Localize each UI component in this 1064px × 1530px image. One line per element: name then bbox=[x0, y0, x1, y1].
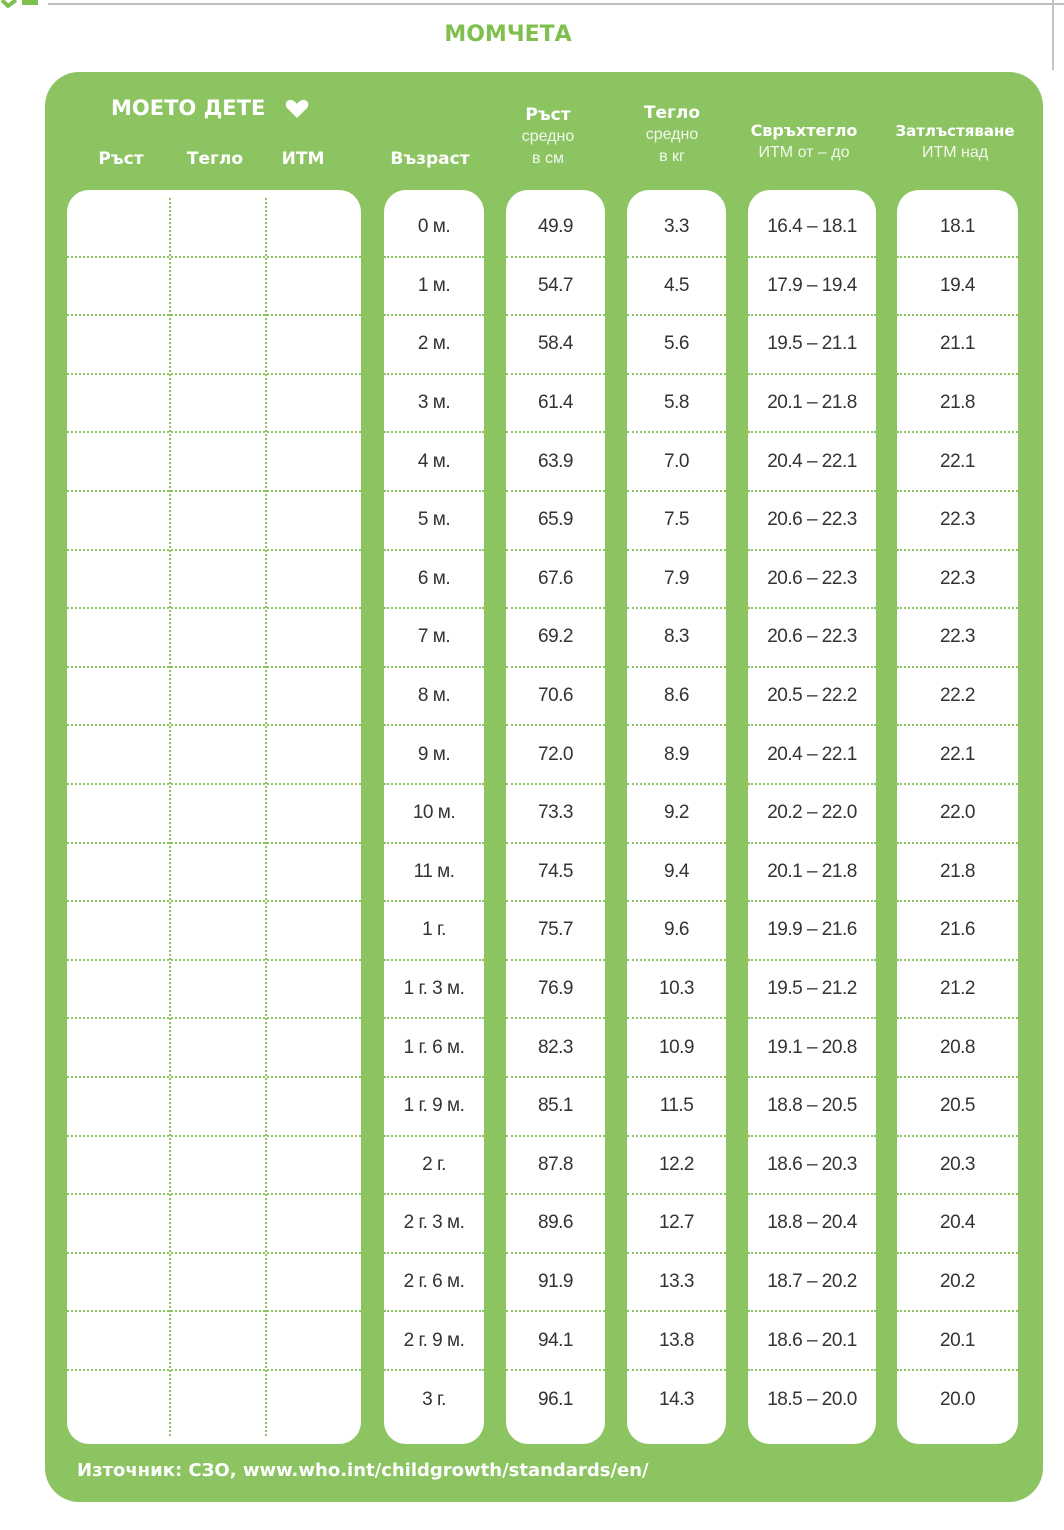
overweight-cell: 20.2 – 22.0 bbox=[748, 785, 876, 844]
height-cell: 75.7 bbox=[506, 902, 605, 961]
weight-cell: 13.3 bbox=[627, 1254, 726, 1313]
my-child-heading bbox=[111, 96, 309, 120]
overweight-cell: 19.9 – 21.6 bbox=[748, 902, 876, 961]
entry-row[interactable] bbox=[67, 258, 361, 317]
source-note: Източник: СЗО, www.who.int/childgrowth/standards/en/ bbox=[77, 1460, 649, 1481]
obesity-cell: 22.3 bbox=[897, 609, 1018, 668]
entry-row[interactable] bbox=[67, 199, 361, 258]
weight-cell: 5.8 bbox=[627, 375, 726, 434]
entry-row[interactable] bbox=[67, 785, 361, 844]
obesity-cell: 21.6 bbox=[897, 902, 1018, 961]
height-cell: 94.1 bbox=[506, 1312, 605, 1371]
entry-row[interactable] bbox=[67, 726, 361, 785]
overweight-header-sub1: ИТМ от – до bbox=[758, 144, 850, 161]
height-header-sub1: средно bbox=[521, 128, 575, 145]
overweight-cell: 18.6 – 20.3 bbox=[748, 1137, 876, 1196]
entry-row[interactable] bbox=[67, 1312, 361, 1371]
weight-cell: 8.9 bbox=[627, 726, 726, 785]
age-cell: 1 г. 3 м. bbox=[384, 961, 484, 1020]
weight-header-title: Тегло bbox=[643, 103, 701, 123]
entry-row[interactable] bbox=[67, 844, 361, 903]
height-cell: 89.6 bbox=[506, 1195, 605, 1254]
my-height-header bbox=[85, 148, 157, 170]
overweight-cell: 19.5 – 21.1 bbox=[748, 316, 876, 375]
height-cell: 58.4 bbox=[506, 316, 605, 375]
entry-row[interactable] bbox=[67, 551, 361, 610]
age-header bbox=[375, 148, 485, 170]
overweight-header-title: Свръхтегло bbox=[750, 121, 858, 140]
age-cell: 3 м. bbox=[384, 375, 484, 434]
overweight-cell: 18.6 – 20.1 bbox=[748, 1312, 876, 1371]
overweight-cell: 18.8 – 20.4 bbox=[748, 1195, 876, 1254]
height-cell: 76.9 bbox=[506, 961, 605, 1020]
age-cell: 8 м. bbox=[384, 668, 484, 727]
age-cell: 2 г. 9 м. bbox=[384, 1312, 484, 1371]
entry-row[interactable] bbox=[67, 1371, 361, 1430]
age-cell: 2 г. 3 м. bbox=[384, 1195, 484, 1254]
entry-row[interactable] bbox=[67, 609, 361, 668]
weight-cell: 9.2 bbox=[627, 785, 726, 844]
obesity-cell: 19.4 bbox=[897, 258, 1018, 317]
weight-cell: 14.3 bbox=[659, 1389, 694, 1411]
obesity-cell: 22.1 bbox=[897, 433, 1018, 492]
my-bmi-header bbox=[267, 148, 339, 170]
overweight-cell: 18.8 – 20.5 bbox=[748, 1078, 876, 1137]
weight-cell: 7.9 bbox=[627, 551, 726, 610]
entry-row[interactable] bbox=[67, 1254, 361, 1313]
age-cell: 1 г. 9 м. bbox=[384, 1078, 484, 1137]
age-cell: 4 м. bbox=[384, 433, 484, 492]
entry-row[interactable] bbox=[67, 375, 361, 434]
entry-row[interactable] bbox=[67, 1078, 361, 1137]
height-cell: 54.7 bbox=[506, 258, 605, 317]
growth-table-card bbox=[45, 72, 1043, 1502]
obesity-cell: 22.1 bbox=[897, 726, 1018, 785]
my-child-entry-panel bbox=[67, 190, 361, 1444]
age-column bbox=[384, 190, 484, 1444]
height-cell: 49.9 bbox=[506, 199, 605, 258]
height-header-title: Ръст bbox=[525, 105, 571, 125]
overweight-column bbox=[748, 190, 876, 1444]
height-cell: 72.0 bbox=[506, 726, 605, 785]
height-cell: 63.9 bbox=[506, 433, 605, 492]
overweight-cell: 20.6 – 22.3 bbox=[748, 609, 876, 668]
weight-cell: 10.3 bbox=[627, 961, 726, 1020]
obesity-cell: 20.3 bbox=[897, 1137, 1018, 1196]
height-cell: 61.4 bbox=[506, 375, 605, 434]
height-cell: 91.9 bbox=[506, 1254, 605, 1313]
age-cell: 3 г. bbox=[422, 1389, 446, 1411]
overweight-header bbox=[737, 120, 871, 164]
weight-cell: 9.4 bbox=[627, 844, 726, 903]
weight-cell: 10.9 bbox=[627, 1019, 726, 1078]
height-cell: 65.9 bbox=[506, 492, 605, 551]
obesity-cell: 21.8 bbox=[897, 375, 1018, 434]
my-weight-label: Тегло bbox=[186, 149, 244, 169]
obesity-cell: 22.2 bbox=[897, 668, 1018, 727]
age-cell: 11 м. bbox=[384, 844, 484, 903]
entry-row[interactable] bbox=[67, 1019, 361, 1078]
overweight-cell: 20.5 – 22.2 bbox=[748, 668, 876, 727]
entry-row[interactable] bbox=[67, 902, 361, 961]
height-header-sub2: в см bbox=[532, 150, 564, 167]
overweight-cell: 18.7 – 20.2 bbox=[748, 1254, 876, 1313]
age-cell: 1 г. bbox=[384, 902, 484, 961]
obesity-cell: 21.2 bbox=[897, 961, 1018, 1020]
obesity-cell: 21.1 bbox=[897, 316, 1018, 375]
entry-row[interactable] bbox=[67, 433, 361, 492]
obesity-column bbox=[897, 190, 1018, 1444]
weight-cell: 12.2 bbox=[627, 1137, 726, 1196]
weight-cell: 12.7 bbox=[627, 1195, 726, 1254]
overweight-cell: 19.5 – 21.2 bbox=[748, 961, 876, 1020]
height-header bbox=[497, 104, 599, 170]
weight-cell: 11.5 bbox=[627, 1078, 726, 1137]
height-cell: 70.6 bbox=[506, 668, 605, 727]
age-cell: 9 м. bbox=[384, 726, 484, 785]
weight-cell: 7.0 bbox=[627, 433, 726, 492]
weight-header bbox=[620, 102, 724, 168]
entry-row[interactable] bbox=[67, 316, 361, 375]
age-cell: 1 м. bbox=[384, 258, 484, 317]
obesity-cell: 20.0 bbox=[940, 1389, 975, 1411]
age-cell: 2 г. bbox=[384, 1137, 484, 1196]
age-cell: 5 м. bbox=[384, 492, 484, 551]
my-height-label: Ръст bbox=[98, 149, 144, 169]
age-cell: 2 м. bbox=[384, 316, 484, 375]
obesity-header bbox=[877, 120, 1033, 164]
entry-row[interactable] bbox=[67, 1195, 361, 1254]
overweight-cell: 18.5 – 20.0 bbox=[767, 1389, 857, 1411]
weight-cell: 13.8 bbox=[627, 1312, 726, 1371]
right-edge-rule bbox=[1052, 0, 1054, 70]
obesity-header-title: Затлъстяване bbox=[895, 122, 1015, 140]
age-cell: 2 г. 6 м. bbox=[384, 1254, 484, 1313]
obesity-cell: 20.5 bbox=[897, 1078, 1018, 1137]
height-cell: 67.6 bbox=[506, 551, 605, 610]
obesity-cell: 21.8 bbox=[897, 844, 1018, 903]
age-cell: 1 г. 6 м. bbox=[384, 1019, 484, 1078]
heart-icon bbox=[285, 99, 309, 119]
obesity-cell: 20.1 bbox=[897, 1312, 1018, 1371]
my-child-label: МОЕТО ДЕТЕ bbox=[111, 96, 266, 120]
height-cell: 74.5 bbox=[506, 844, 605, 903]
height-cell: 73.3 bbox=[506, 785, 605, 844]
overweight-cell: 20.4 – 22.1 bbox=[748, 726, 876, 785]
obesity-cell: 22.3 bbox=[897, 492, 1018, 551]
height-cell: 69.2 bbox=[506, 609, 605, 668]
obesity-cell: 22.3 bbox=[897, 551, 1018, 610]
height-cell: 82.3 bbox=[506, 1019, 605, 1078]
overweight-cell: 20.4 – 22.1 bbox=[748, 433, 876, 492]
entry-row[interactable] bbox=[67, 961, 361, 1020]
overweight-cell: 20.1 – 21.8 bbox=[748, 844, 876, 903]
height-cell: 87.8 bbox=[506, 1137, 605, 1196]
corner-check-icon bbox=[0, 0, 40, 8]
height-cell: 85.1 bbox=[506, 1078, 605, 1137]
age-cell: 7 м. bbox=[384, 609, 484, 668]
age-header-label: Възраст bbox=[390, 149, 470, 169]
overweight-cell: 20.6 – 22.3 bbox=[748, 551, 876, 610]
weight-cell: 9.6 bbox=[627, 902, 726, 961]
weight-cell: 7.5 bbox=[627, 492, 726, 551]
weight-header-sub1: средно bbox=[645, 126, 699, 143]
obesity-cell: 22.0 bbox=[897, 785, 1018, 844]
top-divider bbox=[48, 3, 1064, 5]
overweight-cell: 17.9 – 19.4 bbox=[748, 258, 876, 317]
obesity-cell: 20.4 bbox=[897, 1195, 1018, 1254]
weight-cell: 3.3 bbox=[627, 199, 726, 258]
weight-cell: 5.6 bbox=[627, 316, 726, 375]
entry-row[interactable] bbox=[67, 1137, 361, 1196]
page-title: МОМЧЕТА bbox=[444, 22, 572, 47]
age-cell: 10 м. bbox=[384, 785, 484, 844]
weight-column bbox=[627, 190, 726, 1444]
height-column bbox=[506, 190, 605, 1444]
age-cell: 0 м. bbox=[384, 199, 484, 258]
obesity-cell: 20.8 bbox=[897, 1019, 1018, 1078]
overweight-cell: 20.1 – 21.8 bbox=[748, 375, 876, 434]
weight-cell: 8.6 bbox=[627, 668, 726, 727]
obesity-header-sub1: ИТМ над bbox=[921, 144, 989, 161]
overweight-cell: 20.6 – 22.3 bbox=[748, 492, 876, 551]
weight-header-sub2: в кг bbox=[659, 148, 685, 165]
my-weight-header bbox=[175, 148, 255, 170]
age-cell: 6 м. bbox=[384, 551, 484, 610]
entry-row[interactable] bbox=[67, 492, 361, 551]
overweight-cell: 19.1 – 20.8 bbox=[748, 1019, 876, 1078]
obesity-cell: 20.2 bbox=[897, 1254, 1018, 1313]
weight-cell: 8.3 bbox=[627, 609, 726, 668]
my-bmi-label: ИТМ bbox=[281, 149, 325, 169]
weight-cell: 4.5 bbox=[627, 258, 726, 317]
height-cell: 96.1 bbox=[538, 1389, 573, 1411]
overweight-cell: 16.4 – 18.1 bbox=[748, 199, 876, 258]
entry-row[interactable] bbox=[67, 668, 361, 727]
obesity-cell: 18.1 bbox=[897, 199, 1018, 258]
